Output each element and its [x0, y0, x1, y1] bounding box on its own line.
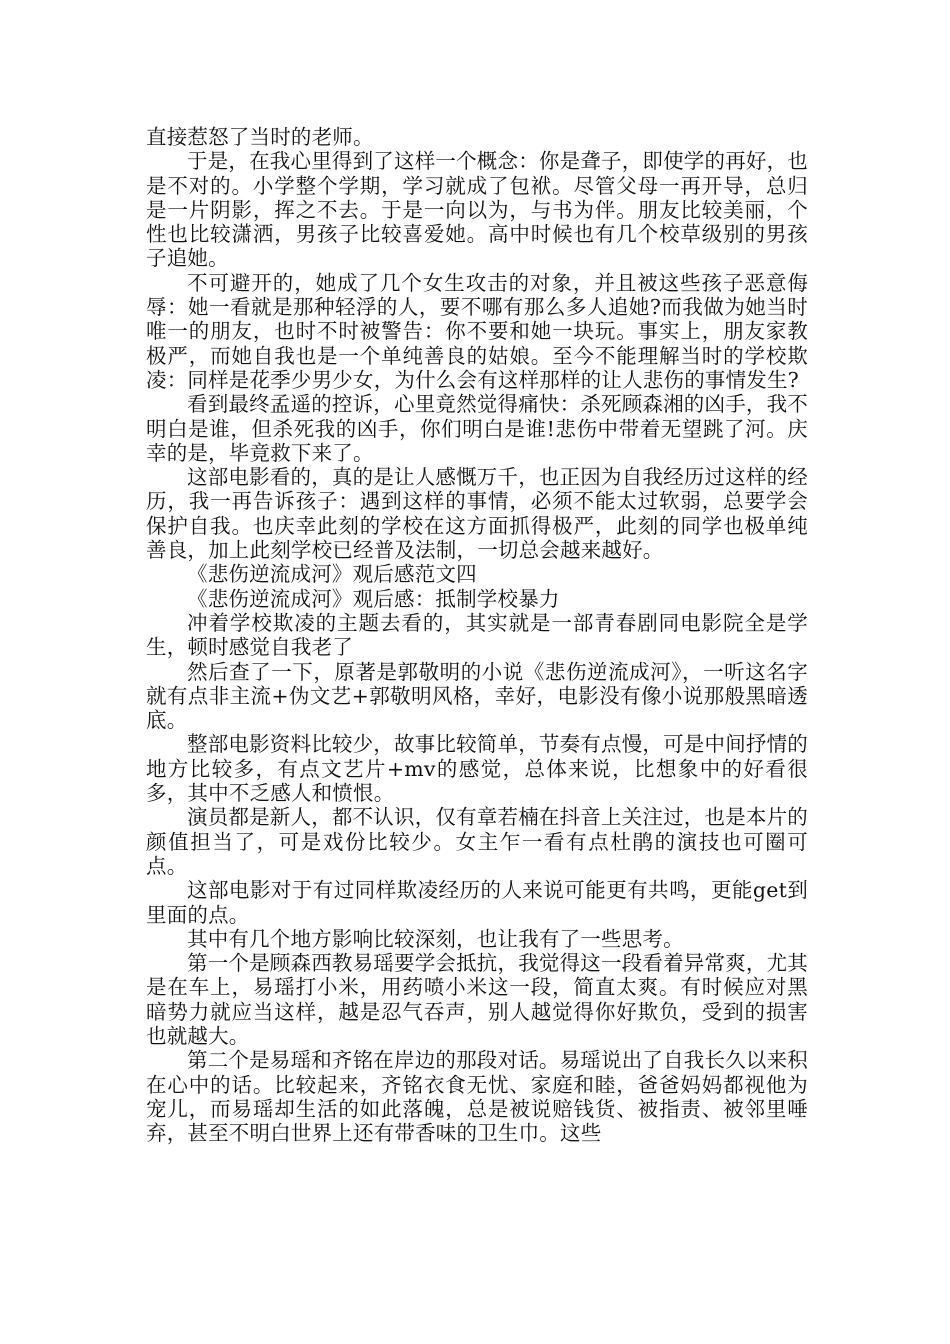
paragraph: 这部电影看的，真的是让人感慨万千，也正因为自我经历过这样的经历，我一再告诉孩子：遇到这样的事情，必须不能太过软弱，总要学会保护自我。也庆幸此刻的学校在这方面抓得极严，此刻的同学也极单纯善良，加上此刻学校已经普及法制，一切总会越来越好。 [146, 465, 808, 563]
paragraph: 冲着学校欺凌的主题去看的，其实就是一部青春剧同电影院全是学生，顿时感觉自我老了 [146, 610, 808, 660]
section-heading: 《悲伤逆流成河》观后感范文四 [187, 562, 477, 587]
paragraph-continued: 直接惹怒了当时的老师。 [146, 125, 374, 149]
essay-title: 《悲伤逆流成河》观后感：抵制学校暴力 [187, 586, 560, 611]
paragraph: 这部电影对于有过同样欺凌经历的人来说可能更有共鸣，更能get到里面的点。 [146, 878, 808, 927]
paragraph: 看到最终孟遥的控诉，心里竟然觉得痛快：杀死顾森湘的凶手，我不明白是谁，但杀死我的凶手，你们明白是谁!悲伤中带着无望跳了河。庆幸的是，毕竟救下来了。 [146, 392, 808, 465]
paragraph: 第一个是顾森西教易瑶要学会抵抗，我觉得这一段看着异常爽，尤其是在车上，易瑶打小米，用药喷小米这一段，简直太爽。有时候应对黑暗势力就应当这样，越是忍气吞声，别人越觉得你好欺负，受到的损害也就越大。 [146, 951, 808, 1048]
paragraph: 不可避开的，她成了几个女生攻击的对象，并且被这些孩子恶意侮辱：她一看就是那种轻浮的人，要不哪有那么多人追她?而我做为她当时唯一的朋友，也时不时被警告：你不要和她一块玩。事实上，朋友家教极严，而她自我也是一个单纯善良的姑娘。至今不能理解当时的学校欺凌：同样是花季少男少女，为什么会有这样那样的让人悲伤的事情发生? [146, 270, 808, 392]
paragraph: 其中有几个地方影响比较深刻，也让我有了一些思考。 [187, 926, 684, 951]
paragraph: 于是，在我心里得到了这样一个概念：你是聋子，即使学的再好，也是不对的。小学整个学期，学习就成了包袱。尽管父母一再开导，总归是一片阴影，挥之不去。于是一向以为，与书为伴。朋友比较美丽，个性也比较潇洒，男孩子比较喜爱她。高中时候也有几个校草级别的男孩子追她。 [146, 149, 808, 271]
document-body [146, 125, 808, 1145]
paragraph: 演员都是新人，都不认识，仅有章若楠在抖音上关注过，也是本片的颜值担当了，可是戏份比较少。女主乍一看有点杜鹃的演技也可圈可点。 [146, 805, 808, 878]
paragraph: 第二个是易瑶和齐铭在岸边的那段对话。易瑶说出了自我长久以来积在心中的话。比较起来，齐铭衣食无忧、家庭和睦，爸爸妈妈都视他为宠儿，而易瑶却生活的如此落魄，总是被说赔钱货、被指责、被邻里唾弃，甚至不明白世界上还有带香味的卫生巾。这些 [146, 1048, 808, 1146]
paragraph: 整部电影资料比较少，故事比较简单，节奏有点慢，可是中间抒情的地方比较多，有点文艺片+mv的感觉，总体来说，比想象中的好看很多，其中不乏感人和愤恨。 [146, 732, 808, 806]
paragraph: 然后查了一下，原著是郭敬明的小说《悲伤逆流成河》，一听这名字就有点非主流+伪文艺+郭敬明风格，幸好，电影没有像小说那般黑暗透底。 [146, 659, 808, 733]
